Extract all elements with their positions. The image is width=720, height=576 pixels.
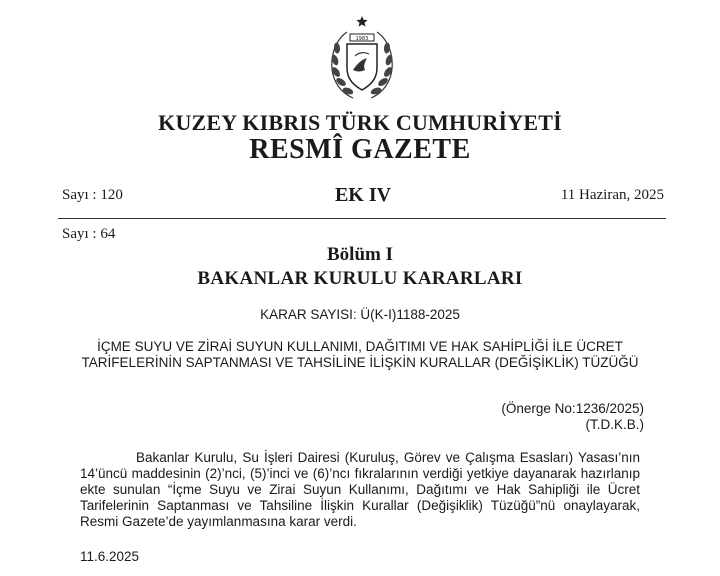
issue-meta-row: [62, 184, 664, 208]
ministry-code: (T.D.K.B.): [585, 417, 644, 432]
decision-body: Bakanlar Kurulu, Su İşleri Dairesi (Kuruluş, Görev ve Çalışma Esasları) Yasası’nın 14’üncü maddesinin (2)’nci, (5)’inci ve (6)’ncı fıkralarının verdiği yetkiye dayanarak hazırlanıp ekte sunulan “İçme Suyu ve Zirai Suyun Kullanımı, Dağıtımı ve Hak Sahipliği ile Ücret Tarifelerinin Saptanması ve Tahsiline İlişkin Kurallar (Değişiklik) Tüzüğü”nü onaylayarak, Resmi Gazete’de yayımlanmasına karar verdi.: [80, 450, 640, 529]
emblem-year: 1983: [355, 35, 369, 42]
header-divider: [58, 218, 666, 219]
secondary-issue-number: Sayı : 64: [62, 226, 116, 242]
regulation-title: İÇME SUYU VE ZİRAİ SUYUN KULLANIMI, DAĞITIMI VE HAK SAHİPLİĞİ İLE ÜCRET TARİFELERİNİN SAPTANMASI VE TAHSİLİNE İLİŞKİN KURALLAR (DEĞİŞİKLİK) TÜZÜĞÜ: [81, 339, 639, 370]
annex-label: EK IV: [334, 184, 392, 206]
section-subtitle: BAKANLAR KURULU KARARLARI: [197, 268, 523, 289]
issue-number: Sayı : 120: [62, 187, 123, 203]
country-name: KUZEY KIBRIS TÜRK CUMHURİYETİ: [158, 110, 562, 135]
decision-number: KARAR SAYISI: Ü(K-I)1188-2025: [260, 307, 460, 322]
decision-date: 11.6.2025: [80, 549, 140, 564]
proposal-reference: [501, 401, 644, 433]
section-title: Bölüm I: [327, 244, 393, 265]
issue-date: 11 Haziran, 2025: [560, 187, 664, 203]
gazette-title: RESMÎ GAZETE: [249, 134, 471, 165]
proposal-number: (Önerge No:1236/2025): [501, 401, 644, 416]
coat-of-arms-emblem: [323, 14, 401, 106]
